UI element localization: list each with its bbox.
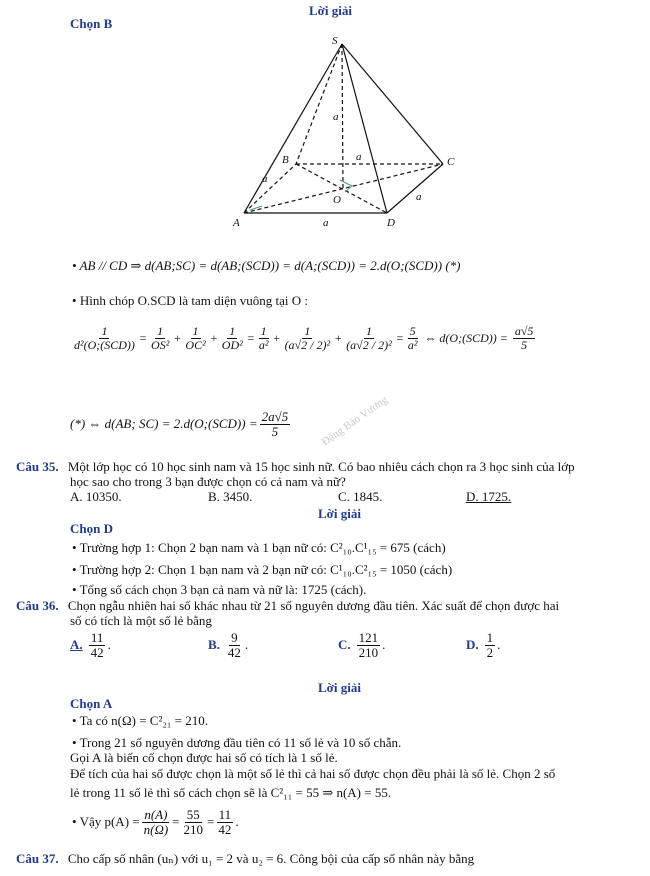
watermark: Đặng Bảo Vương <box>319 393 391 449</box>
height-SO <box>342 44 343 188</box>
edge-SC <box>342 44 443 164</box>
question-37: Câu 37. Cho cấp số nhân (uₙ) với u₁ = 2 và u₂ = 6. Công bội của cấp số nhân này bằng <box>16 851 475 866</box>
option-b: B. $\frac{9}{42}$ . <box>208 630 249 660</box>
q35-loi-giai: Lời giải <box>318 506 361 521</box>
question-35: Câu 35. Một lớp học có 10 học sinh nam và 15 học sinh nữ. Có bao nhiêu cách chọn ra 3 học sinh của lớp <box>16 459 575 474</box>
question-35-text2: học sao cho trong 3 bạn được chọn có cả nam và nữ? <box>70 474 346 489</box>
q36-line-2: • Trong 21 số nguyên dương đầu tiên có 11 số lẻ và 10 số chẵn. <box>72 735 402 750</box>
q36-chon: Chọn A <box>70 696 113 711</box>
label-a-height: a <box>333 111 339 123</box>
q36-loi-giai: Lời giải <box>318 680 361 695</box>
edge-AB <box>244 164 296 213</box>
distance-formula: $\frac{1}{\text{d²(O;(SCD))}}$ = $\frac{1}{\text{OS²}}$ + $\frac{1}{\text{OC²}}$ + $\frac{1}{\text{OD²}}$ = $\frac{1}{\text{a²}}$ + $\frac{1}{\text{(a√2 / 2)²}}$ + $\frac{1}{\text{(a√2 / 2)²}}$ = $\frac{5}{\text{a²}}$ ⇔ d(O;(SCD)) = $\frac{a√5}{5}$ <box>74 324 534 352</box>
label-a-BC: a <box>356 151 362 163</box>
option-c: C. $\frac{121}{210}$ . <box>338 630 386 660</box>
label-S: S <box>332 35 338 47</box>
q35-case-2: • Trường hợp 2: Chọn 1 bạn nam và 2 bạn nữ có: C¹₁₀.C²₁₅ = 1050 (cách) <box>72 562 453 577</box>
label-B: B <box>282 154 289 166</box>
question-36: Câu 36. Chọn ngẫu nhiên hai số khác nhau từ 21 số nguyên dương đầu tiên. Xác suất để chọn được hai <box>16 598 560 613</box>
option-b: B. 3450. <box>208 489 253 504</box>
solution-line-parallel: • AB // CD ⇒ d(AB;SC) = d(AB;(SCD)) = d(A;(SCD)) = 2.d(O;(SCD)) (*) <box>72 258 461 273</box>
edge-SA <box>244 44 342 213</box>
option-d: D. 1725. <box>466 489 512 504</box>
q36-line-1: • Ta có n(Ω) = C²₂₁ = 210. <box>72 713 209 728</box>
label-a-DC: a <box>416 191 422 203</box>
right-angle-mark <box>340 180 352 192</box>
label-D: D <box>387 217 395 229</box>
star-result: (*) ⇔ d(AB; SC) = 2.d(O;(SCD)) = $\frac{2a√5}{5}$ <box>70 409 289 439</box>
loi-giai-heading: Lời giải <box>309 3 352 18</box>
label-a-AB: a <box>262 173 268 185</box>
label-a-AD: a <box>323 217 329 229</box>
label-A: A <box>233 217 240 229</box>
q36-line-5: lẻ trong 11 số lẻ thì số cách chọn sẽ là C²₁₁ = 55 ⇒ n(A) = 55. <box>70 785 392 800</box>
label-O: O <box>333 194 341 206</box>
diag-AC <box>244 164 443 213</box>
q36-conclusion: • Vậy p(A) = $\frac{n(A)}{n(\Omega)}$ = $\frac{55}{210}$ = $\frac{11}{42}$ . <box>72 807 239 837</box>
option-c: C. 1845. <box>338 489 383 504</box>
edge-SB <box>296 44 342 164</box>
q35-chon: Chọn D <box>70 521 113 536</box>
q35-case-1: • Trường hợp 1: Chọn 2 bạn nam và 1 bạn nữ có: C²₁₀.C¹₁₅ = 675 (cách) <box>72 540 446 555</box>
q36-line-4: Để tích của hai số được chọn là một số lẻ thì cả hai số được chọn đều phải là số lẻ. Chọn 2 số <box>70 766 556 781</box>
pyramid-figure <box>0 30 650 270</box>
q35-total: • Tổng số cách chọn 3 bạn cả nam và nữ là: 1725 (cách). <box>72 582 367 597</box>
option-a: A. $\frac{11}{42}$ . <box>70 630 111 660</box>
question-35-options <box>70 489 630 505</box>
option-a: A. 10350. <box>70 489 122 504</box>
option-d: D. $\frac{1}{2}$ . <box>466 630 501 660</box>
diag-BD <box>296 164 387 213</box>
solution-line-tetrahedron: • Hình chóp O.SCD là tam diện vuông tại O : <box>72 293 309 308</box>
question-36-options <box>70 631 630 659</box>
answer-choice: Chọn B <box>70 16 113 31</box>
question-36-text2: số có tích là một số lẻ bằng <box>70 613 212 628</box>
label-C: C <box>447 156 455 168</box>
q36-line-3: Gọi A là biến cố chọn được hai số có tích là 1 số lẻ. <box>70 750 338 765</box>
